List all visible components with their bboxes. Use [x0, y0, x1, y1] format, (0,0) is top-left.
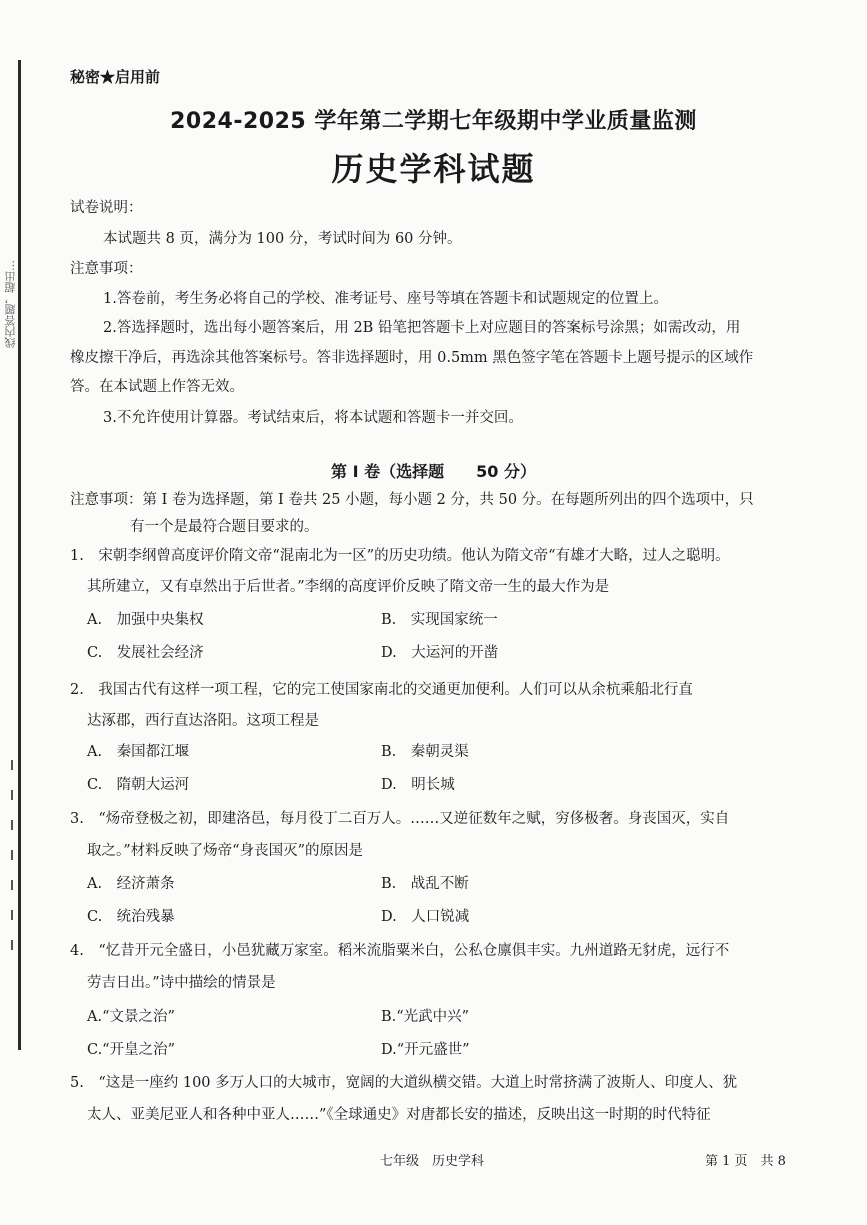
- option-b: B.“光武中兴”: [381, 1009, 470, 1025]
- option-a: A. 加强中央集权: [87, 612, 204, 628]
- option-a: A. 经济萧条: [87, 876, 175, 892]
- option-c: C. 发展社会经济: [87, 645, 204, 661]
- note-item: 答。在本试题上作答无效。: [70, 379, 244, 395]
- notes-label: 注意事项：: [70, 261, 143, 277]
- secret-label: 秘密★启用前: [70, 68, 161, 86]
- question-3: 3. “炀帝登极之初，即建洛邑，每月役丁二百万人。……又逆征数年之赋，穷侈极奢。身丧国灭，实自: [70, 811, 730, 827]
- option-d: D. 明长城: [381, 777, 455, 793]
- note-item: 2.答选择题时，选出每小题答案后，用 2B 铅笔把答题卡上对应题目的答案标号涂黑；如需改动，用: [103, 320, 741, 336]
- option-b: B. 秦朝灵渠: [381, 744, 469, 760]
- page-number: 第 1 页 共 8: [705, 1154, 786, 1169]
- option-d: D. 人口锐减: [381, 909, 470, 925]
- question-1: 1. 宋朝李纲曾高度评价隋文帝“混南北为一区”的历史功绩。他认为隋文帝“有雄才大略，过人之聪明。: [70, 548, 730, 564]
- binding-marks: [8, 760, 18, 970]
- question-2: 2. 我国古代有这样一项工程，它的完工使国家南北的交通更加便利。人们可以从余杭乘船北行直: [70, 682, 693, 698]
- option-b: B. 战乱不断: [381, 876, 469, 892]
- intro-label: 试卷说明：: [70, 200, 143, 216]
- footer-subject: 七年级 历史学科: [380, 1154, 485, 1169]
- option-d: D. 大运河的开凿: [381, 645, 499, 661]
- question-1-cont: 其所建立，又有卓然出于后世者。”李纲的高度评价反映了隋文帝一生的最大作为是: [87, 579, 610, 595]
- option-a: A.“文景之治”: [87, 1009, 175, 1025]
- option-c: C. 统治残暴: [87, 909, 175, 925]
- intro-text: 本试题共 8 页，满分为 100 分，考试时间为 60 分钟。: [103, 231, 462, 247]
- section-note: 有一个是最符合题目要求的。: [130, 519, 319, 535]
- section-note: 注意事项：第 Ⅰ 卷为选择题，第 Ⅰ 卷共 25 小题，每小题 2 分，共 50 分。在每题所列出的四个选项中，只: [70, 492, 754, 508]
- option-c: C. 隋朝大运河: [87, 777, 190, 793]
- option-d: D.“开元盛世”: [381, 1042, 470, 1058]
- subject-title: 历史学科试题: [331, 150, 536, 188]
- note-item: 3.不允许使用计算器。考试结束后，将本试题和答题卡一并交回。: [103, 410, 523, 426]
- question-4-cont: 劳吉日出。”诗中描绘的情景是: [87, 975, 276, 991]
- exam-title: 2024-2025 学年第二学期七年级期中学业质量监测: [170, 109, 697, 134]
- question-3-cont: 取之。”材料反映了炀帝“身丧国灭”的原因是: [87, 843, 363, 859]
- option-c: C.“开皇之治”: [87, 1042, 176, 1058]
- binding-side-text: 线内答题，超出…: [4, 260, 17, 348]
- question-5-cont: 太人、亚美尼亚人和各种中亚人……”《全球通史》对唐都长安的描述，反映出这一时期的时代特征: [87, 1107, 711, 1123]
- note-item: 橡皮擦干净后，再选涂其他答案标号。答非选择题时，用 0.5mm 黑色签字笔在答题卡上题号提示的区域作: [70, 350, 754, 366]
- question-4: 4. “忆昔开元全盛日，小邑犹藏万家室。稻米流脂粟米白，公私仓廪俱丰实。九州道路无豺虎，远行不: [70, 943, 730, 959]
- binding-line: [18, 60, 21, 1050]
- question-5: 5. “这是一座约 100 多万人口的大城市，宽阔的大道纵横交错。大道上时常挤满了波斯人、印度人、犹: [70, 1075, 738, 1091]
- question-2-cont: 达涿郡，西行直达洛阳。这项工程是: [87, 713, 319, 729]
- note-item: 1.答卷前，考生务必将自己的学校、准考证号、座号等填在答题卡和试题规定的位置上。: [103, 291, 668, 307]
- option-b: B. 实现国家统一: [381, 612, 498, 628]
- section-title: 第 Ⅰ 卷（选择题 50 分）: [331, 462, 536, 481]
- option-a: A. 秦国都江堰: [87, 744, 190, 760]
